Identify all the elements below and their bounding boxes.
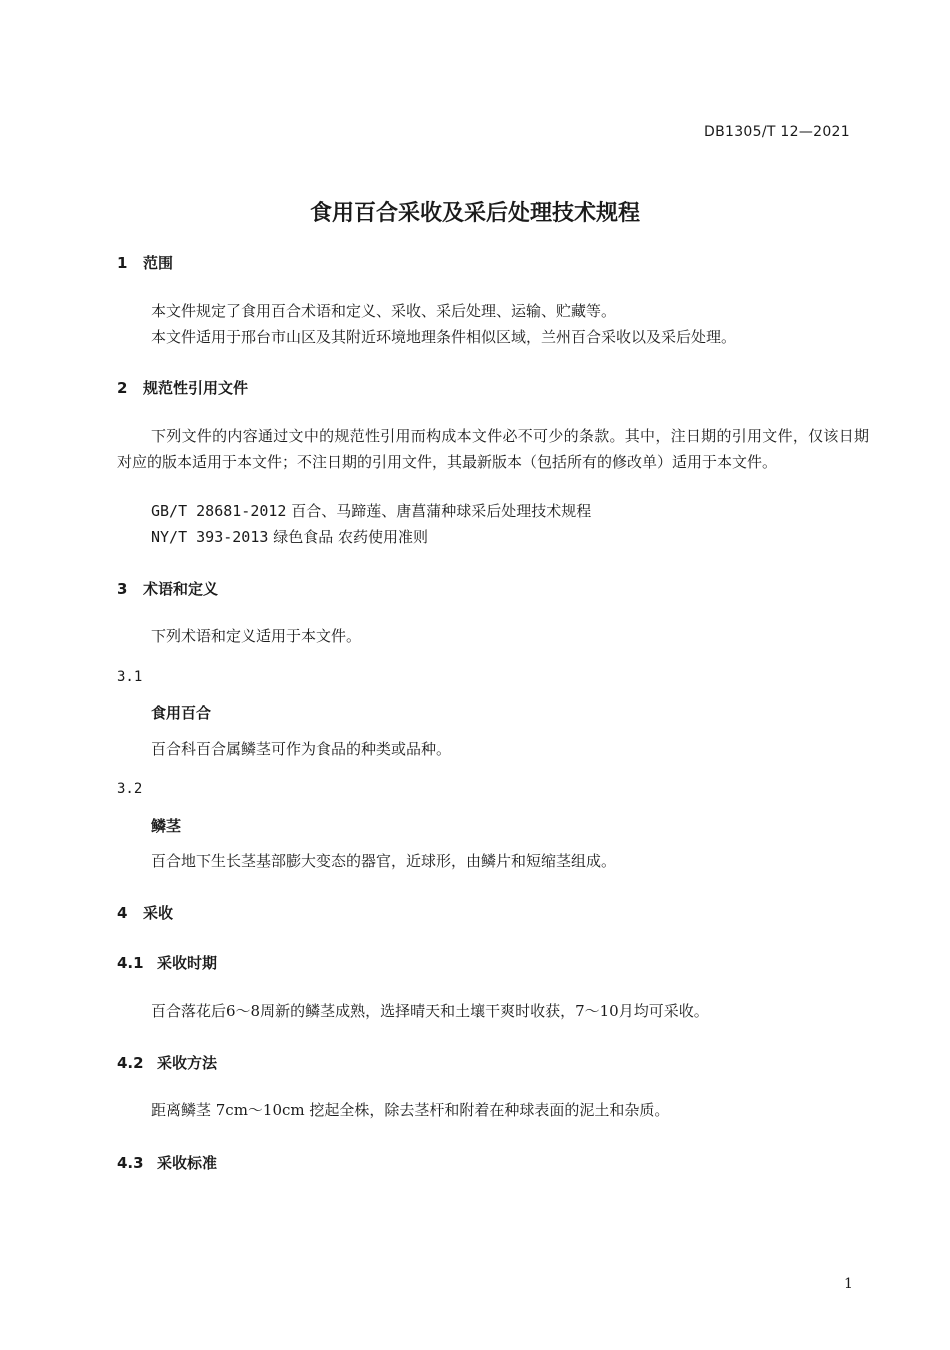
section-number: 1 bbox=[117, 254, 128, 272]
paragraph: 本文件规定了食用百合术语和定义、采收、采后处理、运输、贮藏等。 bbox=[151, 302, 617, 320]
term-definition: 百合地下生长茎基部膨大变态的器官，近球形，由鳞片和短缩茎组成。 bbox=[151, 852, 617, 870]
section-number: 2 bbox=[117, 379, 128, 397]
term-number: 3.2 bbox=[117, 781, 143, 797]
subsection-label: 采收方法 bbox=[157, 1054, 218, 1072]
paragraph: 本文件适用于邢台市山区及其附近环境地理条件相似区域，兰州百合采收以及采后处理。 bbox=[151, 328, 737, 346]
subsection-number: 4.3 bbox=[117, 1154, 144, 1172]
paragraph: 下列术语和定义适用于本文件。 bbox=[151, 627, 362, 645]
term-name: 食用百合 bbox=[151, 704, 212, 722]
paragraph: 百合落花后6～8周新的鳞茎成熟，选择晴天和土壤干爽时收获，7～10月均可采收。 bbox=[151, 1002, 709, 1020]
subsection-label: 采收标准 bbox=[157, 1154, 218, 1172]
section-number: 3 bbox=[117, 580, 128, 598]
term-definition: 百合科百合属鳞茎可作为食品的种类或品种。 bbox=[151, 740, 452, 758]
section-number: 4 bbox=[117, 904, 128, 922]
reference-title: 百合、马蹄莲、唐菖蒲种球采后处理技术规程 bbox=[291, 502, 592, 520]
standard-code: DB1305/T 12—2021 bbox=[704, 124, 850, 140]
section-3-heading bbox=[117, 578, 218, 599]
reference-title: 绿色食品 农药使用准则 bbox=[273, 528, 428, 546]
page-number: 1 bbox=[844, 1276, 853, 1292]
term-name: 鳞茎 bbox=[151, 817, 182, 835]
section-label: 术语和定义 bbox=[143, 580, 219, 598]
section-1-heading bbox=[117, 252, 173, 273]
normative-reference bbox=[151, 498, 591, 524]
paragraph: 下列文件的内容通过文中的规范性引用而构成本文件必不可少的条款。其中，注日期的引用文件，仅该日期对应的版本适用于本文件；不注日期的引用文件，其最新版本（包括所有的修改单）适用于本文件。 bbox=[117, 427, 869, 471]
subsection-4-3-heading bbox=[117, 1152, 217, 1173]
section-label: 规范性引用文件 bbox=[143, 379, 249, 397]
section-label: 范围 bbox=[143, 254, 174, 272]
subsection-label: 采收时期 bbox=[157, 954, 218, 972]
paragraph: 距离鳞茎 7cm～10cm 挖起全株，除去茎杆和附着在种球表面的泥土和杂质。 bbox=[151, 1101, 670, 1119]
normative-reference bbox=[151, 524, 428, 550]
reference-code: GB/T 28681-2012 bbox=[151, 502, 287, 520]
subsection-4-2-heading bbox=[117, 1052, 217, 1073]
term-number: 3.1 bbox=[117, 669, 143, 685]
reference-code: NY/T 393-2013 bbox=[151, 528, 269, 546]
subsection-number: 4.2 bbox=[117, 1054, 144, 1072]
subsection-4-1-heading bbox=[117, 952, 217, 973]
section-label: 采收 bbox=[143, 904, 174, 922]
subsection-number: 4.1 bbox=[117, 954, 144, 972]
document-title: 食用百合采收及采后处理技术规程 bbox=[309, 201, 640, 226]
section-4-heading bbox=[117, 902, 173, 923]
section-2-heading bbox=[117, 377, 248, 398]
